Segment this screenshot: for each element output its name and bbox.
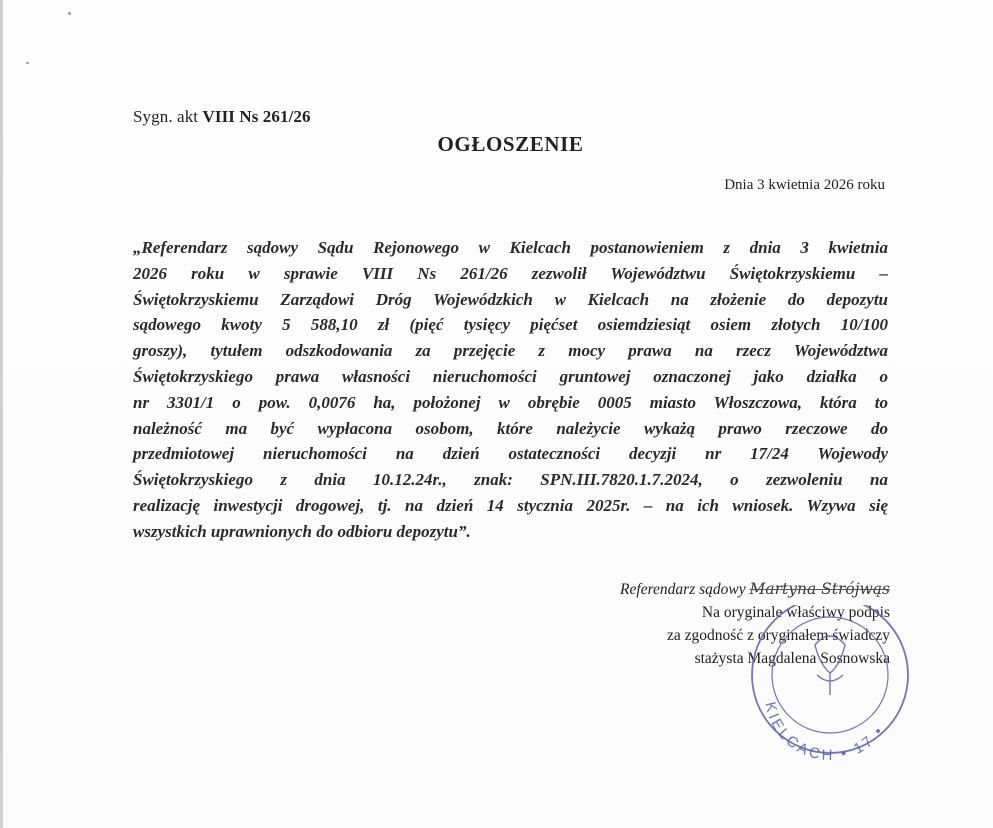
body-line: 2026 roku w sprawie VIII Ns 261/26 zezwolił Województwu Świętokrzyskiemu – <box>133 263 888 283</box>
body-line: Świętokrzyskiego z dnia 10.12.24r., znak: SPN.III.7820.1.7.2024, o zezwoleniu na <box>133 470 888 490</box>
signature-role-label: Referendarz sądowy <box>620 581 750 598</box>
body-line: Świętokrzyskiemu Zarządowi Dróg Wojewódzkich w Kielcach na złożenie do depozytu <box>133 289 888 309</box>
paper-speck <box>26 62 29 64</box>
court-stamp <box>735 605 920 770</box>
document-date: Dnia 3 kwietnia 2026 roku <box>724 177 885 193</box>
body-line: nr 3301/1 o pow. 0,0076 ha, położonej w obrębie 0005 miasto Włoszczowa, która to <box>133 392 888 412</box>
body-line: Świętokrzyskiego prawa własności nieruchomości gruntowej oznaczonej jako działka o <box>133 366 888 386</box>
paper-speck <box>68 12 71 15</box>
body-line: wszystkich uprawnionych do odbioru depozytu”. <box>133 521 471 541</box>
body-line: „Referendarz sądowy Sądu Rejonowego w Kielcach postanowieniem z dnia 3 kwietnia <box>133 238 888 257</box>
page-edge <box>0 0 3 828</box>
body-line: należność ma być wypłacona osobom, które należycie wykażą prawo rzeczowe do <box>133 418 888 438</box>
stamp-text: KIELCACH • 17 • <box>761 700 889 765</box>
body-line: realizację inwestycji drogowej, tj. na dzień 14 stycznia 2025r. – na ich wniosek. Wzywa się <box>133 495 888 515</box>
signature-handwritten-name: Martyna Strójwąs <box>749 580 890 598</box>
signature-original-note: Na oryginale właściwy podpis <box>701 604 890 621</box>
announcement-body <box>133 235 888 545</box>
body-line: przedmiotowej nieruchomości na dzień ostateczności decyzji nr 17/24 Wojewody <box>133 444 888 464</box>
signature-role <box>620 578 890 601</box>
signature-trainee: stażysta Magdalena Sosnowska <box>694 650 890 667</box>
body-line: groszy), tytułem odszkodowania za przejęcie z mocy prawa na rzecz Województwa <box>133 341 888 361</box>
case-reference <box>133 107 311 127</box>
signature-certification: za zgodność z oryginałem świadczy <box>667 627 890 644</box>
stamp-eagle-emblem <box>815 636 845 695</box>
body-line: sądowego kwoty 5 588,10 zł (pięć tysięcy pięćset osiemdziesiąt osiem złotych 10/100 <box>133 315 888 335</box>
page-title: OGŁOSZENIE <box>437 132 584 156</box>
case-reference-number: VIII Ns 261/26 <box>202 107 311 126</box>
case-reference-prefix: Sygn. akt <box>133 107 203 126</box>
